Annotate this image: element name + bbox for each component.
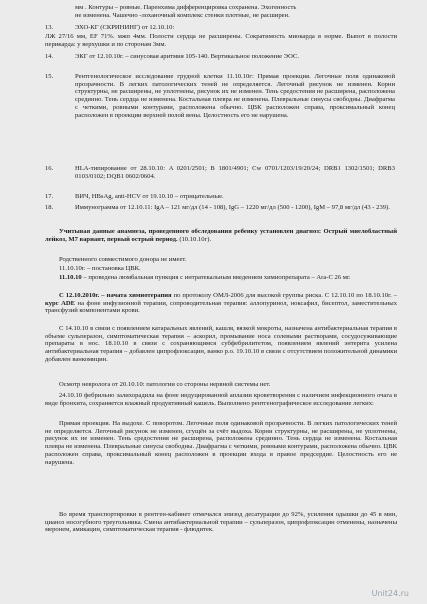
chemo-course: курс ADE	[45, 299, 76, 307]
diagnosis-block	[45, 228, 397, 243]
echo-heading: ЭХО-КГ (СКРИНИНГ) от 12.10.10:	[75, 24, 175, 31]
item-number-13: 13.	[45, 24, 54, 31]
puncture-date: 11.10.10	[59, 274, 82, 281]
donor-line: Родственного совместимого донора не имеет.	[59, 256, 187, 263]
chemo-protocol: по протоколу ОМЛ-2006 для высокой группы риска. С 12.10.10 по 18.10.10г. –	[171, 292, 397, 299]
hla-result: HLA-типирование от 28.10.10: A 0201/2501; B 1801/4901; Cw 0701/1203/19/20/24; DRB1 1302/1501; DRB3 0103/0102; DQB1 0602/0604.	[75, 165, 395, 180]
hiv-result: ВИЧ, HBsAg, anti-HCV от 19.10.10 – отрицательные.	[75, 193, 224, 200]
puncture-text: – проведена люмбальная пункция с интратекальным введением химиопрепарата – Ara-C 26 мг.	[83, 274, 351, 281]
continuation-line-1: мм . Контуры – ровные. Паренхима дифференцировка сохранена. Эхогенность	[75, 4, 297, 11]
item-number-15: 15.	[45, 73, 54, 80]
immunogram-result: Иммунограмма от 12.10.11: IgA – 121 мг/дл (14 - 108), IgG – 1220 мг/дл (500 - 1200), IgM – 97,8 мг/дл (43 - 239).	[75, 204, 390, 211]
continuation-line-2: не изменена. Чашечно -лоханочный комплекс стенки плотные, не расширен.	[75, 12, 290, 19]
item-number-16: 16.	[45, 165, 54, 172]
xray-paragraph: Прямая проекция. На выдохе. С поворотом. Легочные поля одинаковой прозрачности. В легких патологических теней не определяется. Легочный рисунок не изменен, сгущён за счёт выдоха. Корни структурны, не расширены, не уплотнены, рисунок их не изменен. Тень средостения не расширена, расположена срединно. Тень сердца не изменена. Костальная плевра не изменена. Плевральные синусы свободны. Диафрагма с четкими, ровными контурами, расположена обычно. ЦВК расположен справа, проксимальный конец расположен в проекции входа в правое предсердие. Целостность его не нарушена.	[45, 420, 397, 466]
item-number-17: 17.	[45, 193, 54, 200]
echo-result: ЛЖ 27/16 мм, EF 71%. мжп 4мм. Полости сердца не расширены. Сократимость миокарда в норме. Выпот в полости перикарда: у верхушки и по сторонам 3мм.	[45, 33, 397, 48]
ecg-result: ЭКГ от 12.10.10г. – синусовая аритмия 105-140. Вертикальное положение ЭОС.	[75, 53, 299, 60]
diagnosis-intro: Учитывая данные анамнеза, проведенного обследования ребенку установлен диагноз:	[59, 228, 322, 235]
chemo-tail: на фоне инфузионной терапии, сопроводительная терапия: аллопуринол, ноксафил, бисептол, заместительных трансфузий компонентами крови.	[45, 299, 398, 315]
neurologist-paragraph: Осмотр невролога от 20.10.10: патологии со стороны нервной системы нет.	[59, 381, 271, 388]
chemo-block	[45, 292, 397, 315]
antibiotic-paragraph: С 14.10.10 в связи с появлением катаральных явлений, кашля, вязкой мокроты, назначена антибактериальная терапия в объеме сульперазон, симптоматическая терапия – аскорил, промывание носа солевыми растворами, сосудосуживающие препараты в нос. 18.10.10 в связи с сохраняющимся субфебрилитетом, появлением явлений энтерита усилена антибактериальная терапия – добавлен ципрофлоксацин, ванко р.о. 19.10.10 в связи с отсутствием положительной динамики добавлен ванкомицин.	[45, 325, 397, 363]
item-number-18: 18.	[45, 204, 54, 211]
cvc-line: 11.10.10г. – постановка ЦВК.	[59, 265, 141, 272]
watermark: Unit24.ru	[371, 589, 409, 599]
fever-paragraph: 24.10.10 фебрильно залихорадила на фоне индуцированной аплазии кроветворения с наличием инфекционного очага в виде бронхита, сохраняется влажный продуктивный кашель. Выполнено рентгенографическое исследование легких:	[45, 392, 397, 407]
chemo-start: С 12.10.2010г. – начата химиотерапия	[59, 292, 172, 299]
xray-result: Рентгенологическое исследование грудной клетки 11.10.10г: Прямая проекция. Легочные поля одинаковой прозрачности. В легких патологических теней не определяется. Легочный рисунок не изменен. Корни структурны, не расширены, не уплотнены, рисунок их не изменен. Тень средостения не расширена, расположена срединно. Тень сердца не изменена. Костальная плевра не изменена. Плевральные синусы свободны. Диафрагма с четкими, ровными контурами, расположена обычно. ЦВК расположен справа, проксимальный конец расположен в проекции верхней полой вены. Целостность его не нарушена.	[75, 73, 395, 119]
puncture-block	[45, 274, 397, 282]
diagnosis-text: Острый миелобластный лейкоз, М7 вариант, первый острый период.	[45, 228, 397, 243]
item-number-14: 14.	[45, 53, 54, 60]
diagnosis-date: (10.10.10г).	[179, 235, 212, 243]
desaturation-paragraph: Во время транспортировки в рентген-кабинет отмечался эпизод десатурации до 92%, усиления одышки до 45 в мин, цианоз носогубного треугольника. Смена антибактериальной терапии – сульперазон, ципрофлоксацин отменены, назначены меронем, амикацин, симптоматическая терапия - флюдитек.	[45, 511, 397, 534]
